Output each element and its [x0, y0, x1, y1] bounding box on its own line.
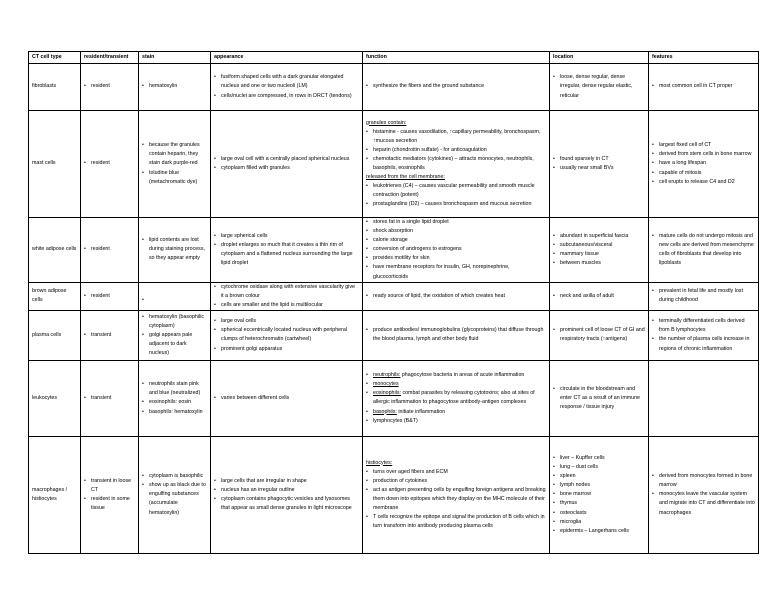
stain-list	[142, 82, 207, 91]
stain-list	[142, 472, 207, 517]
cell-appearance	[211, 111, 363, 218]
function-item: released from the cell membrane:	[366, 174, 445, 181]
cell-function	[363, 310, 550, 360]
appearance-item: • large oval cell with a centrally placed spherical nucleus	[214, 155, 359, 164]
features-item: • have a long lifespan	[652, 159, 755, 168]
cell-resident	[81, 310, 139, 360]
features-list	[652, 82, 755, 91]
function-list	[366, 459, 546, 532]
appearance-list	[214, 232, 359, 268]
header-appearance: appearance	[211, 52, 363, 64]
resident-list	[84, 292, 135, 301]
resident-list	[84, 159, 135, 168]
header-resident-transient: resident/transient	[81, 52, 139, 64]
header-stain: stain	[139, 52, 211, 64]
appearance-item: • spherical eccentrically located nucleus with peripheral clumps of heterochromatin (cartwheel)	[214, 326, 359, 344]
function-list	[366, 82, 546, 91]
cell-location	[550, 282, 649, 310]
header-features: features	[649, 52, 759, 64]
cell-function	[363, 218, 550, 283]
location-item: • circulate in the bloodstream and enter CT as a result of an immune response / tissue injury	[553, 385, 645, 412]
features-item: • monocytes leave the vascular system and migrate into CT and differentiate into macrophages	[652, 490, 755, 517]
cell-ct-cell-type: fibroblasts	[29, 64, 81, 111]
stain-item: • basophils: hematoxylin	[142, 408, 207, 417]
function-list	[366, 218, 546, 282]
table-row	[29, 436, 759, 553]
location-list	[553, 385, 645, 412]
function-item: • synthesize the fibers and the ground substance	[366, 82, 546, 91]
appearance-item: • fusiform shaped cells with a dark granular elongated nucleus and one or two nucleoli (LM)	[214, 73, 359, 91]
appearance-list	[214, 394, 359, 403]
resident-list	[84, 394, 135, 403]
cell-function	[363, 64, 550, 111]
appearance-list	[214, 317, 359, 353]
cell-features	[649, 360, 759, 436]
appearance-item: • cytoplasm filled with granules	[214, 164, 359, 173]
function-item: • T cells recognize the epitope and signal the production of B cells which in turn transform into antibody producing plasma cells	[366, 513, 546, 531]
cell-appearance	[211, 360, 363, 436]
cell-stain	[139, 282, 211, 310]
location-item: • microglia	[553, 518, 645, 527]
function-list	[366, 371, 546, 426]
cell-stain	[139, 218, 211, 283]
function-item: • production of cytokines	[366, 477, 546, 486]
function-item: • conversion of androgens to estrogens	[366, 245, 546, 254]
stain-item: • because the granules contain heparin, they stain dark purple-red	[142, 141, 207, 168]
cell-stain	[139, 360, 211, 436]
cell-location	[550, 436, 649, 553]
location-list	[553, 292, 645, 301]
function-item: histiocytes:	[366, 459, 393, 466]
function-item: • provides motility for skin	[366, 254, 546, 263]
location-item: • neck and axilla of adult	[553, 292, 645, 301]
function-item: • basophils: initiate inflammation	[366, 408, 546, 417]
stain-item: • golgi appears pale adjacent to dark nucleus)	[142, 331, 207, 358]
features-list	[652, 287, 755, 305]
cell-appearance	[211, 282, 363, 310]
cell-location	[550, 360, 649, 436]
cell-ct-cell-type: brown adipose cells	[29, 282, 81, 310]
features-item: • prevalent in fetal life and mostly lost during childhood	[652, 287, 755, 305]
function-list	[366, 292, 546, 301]
cell-appearance	[211, 310, 363, 360]
cell-features	[649, 282, 759, 310]
features-item: • most common cell in CT proper	[652, 82, 755, 91]
header-ct-cell-type: CT cell type	[29, 52, 81, 64]
cell-location	[550, 111, 649, 218]
features-item: • terminally differentiated cells derived from B lymphocytes	[652, 317, 755, 335]
function-item: • neutrophils: phagocytose bacteria in areas of acute inflammation	[366, 371, 546, 380]
cell-function	[363, 282, 550, 310]
location-item: • thymus	[553, 499, 645, 508]
cell-resident	[81, 218, 139, 283]
cell-ct-cell-type: mast cells	[29, 111, 81, 218]
stain-item: • hematoxylin	[142, 82, 207, 91]
ct-cell-table-container	[28, 51, 758, 554]
resident-list	[84, 477, 135, 513]
appearance-item: • large spherical cells	[214, 232, 359, 241]
cell-features	[649, 64, 759, 111]
header-function: function	[363, 52, 550, 64]
stain-item: • neutrophils stain pink and blue (neutralized)	[142, 380, 207, 398]
function-item: • chemotactic mediators (cytokines) – attracts monocytes, neutrophils, basophils, eosinophils	[366, 155, 546, 173]
function-item: • calorie storage	[366, 236, 546, 245]
location-item: • abundant in superficial fascia	[553, 232, 645, 241]
ct-cell-table	[28, 51, 759, 554]
features-list	[652, 141, 755, 186]
cell-features	[649, 218, 759, 283]
function-item: • heparin (chondroitin sulfate) - for anticoagulation	[366, 146, 546, 155]
table-row	[29, 282, 759, 310]
table-row	[29, 310, 759, 360]
function-item: • shock absorption	[366, 227, 546, 236]
features-list	[652, 317, 755, 353]
cell-features	[649, 310, 759, 360]
resident-item: • resident	[84, 159, 135, 168]
cell-location	[550, 64, 649, 111]
stain-item: • show up as black due to engulfing substances (accumulate hematoxylin)	[142, 481, 207, 517]
table-row	[29, 64, 759, 111]
cell-features	[649, 111, 759, 218]
location-item: • spleen	[553, 472, 645, 481]
appearance-item: • prominent golgi apparatus	[214, 345, 359, 354]
cell-ct-cell-type: white adipose cells	[29, 218, 81, 283]
stain-item: • toludine blue (metachromatic dye)	[142, 169, 207, 187]
location-item: • bone marrow	[553, 490, 645, 499]
appearance-item: • cells/nuclei are compressed, in rows in DRCT (tendons)	[214, 92, 359, 101]
resident-item: • transient in loose CT	[84, 477, 135, 495]
location-item: • osteoclasts	[553, 509, 645, 518]
stain-item: • eosinophils: eosin	[142, 398, 207, 407]
cell-appearance	[211, 64, 363, 111]
appearance-item: • large oval cells	[214, 317, 359, 326]
cell-stain	[139, 436, 211, 553]
features-item: • largest fixed cell of CT	[652, 141, 755, 150]
resident-list	[84, 245, 135, 254]
features-list	[652, 472, 755, 517]
appearance-list	[214, 155, 359, 173]
location-item: • lung – dust cells	[553, 463, 645, 472]
resident-item: • transient	[84, 331, 135, 340]
location-item: • usually near small BVs	[553, 164, 645, 173]
cell-resident	[81, 360, 139, 436]
cell-function	[363, 436, 550, 553]
location-list	[553, 326, 645, 344]
cell-stain	[139, 310, 211, 360]
features-list	[652, 232, 755, 268]
location-item: • between muscles	[553, 259, 645, 268]
function-item: • produce antibodies/ immunoglobulins (glycoproteins) that diffuse through the blood plasma, lymph and other body fluid	[366, 326, 546, 344]
features-item: • mature cells do not undergo mitosis and new cells are derived from mesenchyme cells of fibroblasts that develop into lipoblasts	[652, 232, 755, 268]
stain-list	[142, 380, 207, 416]
appearance-item: • varies between different cells	[214, 394, 359, 403]
header-location: location	[550, 52, 649, 64]
function-item: • stores fat in a single lipid droplet	[366, 218, 546, 227]
location-item: • lymph nodes	[553, 481, 645, 490]
features-item: • derived from monocytes formed in bone marrow	[652, 472, 755, 490]
function-item: • eosinophils: combat parasites by releasing cytotoxins; also at sites of allergic inflammation to phagocytose antibody-antigen complexes	[366, 389, 546, 407]
location-item: • subcutaneous/visceral	[553, 241, 645, 250]
features-item: • the number of plasma cells increase in regions of chronic inflammation	[652, 335, 755, 353]
stain-list	[142, 141, 207, 186]
location-item: • liver – Kupffer cells	[553, 454, 645, 463]
location-list	[553, 232, 645, 268]
function-list	[366, 119, 546, 210]
appearance-list	[214, 73, 359, 100]
function-item: • lymphocytes (B&T)	[366, 417, 546, 426]
location-list	[553, 73, 645, 100]
location-list	[553, 454, 645, 536]
stain-item: • lipid contents are lost during staining process, so they appear empty	[142, 236, 207, 263]
cell-location	[550, 310, 649, 360]
function-item: • monocytes	[366, 380, 546, 389]
function-item: • have membrane receptors for insulin, GH, norepinephrine, glucocorticoids	[366, 263, 546, 281]
features-item: • derived from stem cells in bone marrow	[652, 150, 755, 159]
features-item: • capable of mitosis	[652, 169, 755, 178]
resident-item: • resident in some tissue	[84, 495, 135, 513]
cell-location	[550, 218, 649, 283]
resident-item: • resident	[84, 82, 135, 91]
resident-list	[84, 331, 135, 340]
location-item: • mammary tissue	[553, 250, 645, 259]
cell-function	[363, 360, 550, 436]
appearance-item: • nucleus has an irregular outline	[214, 486, 359, 495]
cell-resident	[81, 282, 139, 310]
location-list	[553, 155, 645, 173]
function-item: • turns over aged fibers and ECM	[366, 468, 546, 477]
function-item: • act as antigen presenting cells by engulfing foreign antigens and breaking them down into epitopes which they display on the MHC molecule of their membrane	[366, 486, 546, 513]
table-row	[29, 218, 759, 283]
cell-stain	[139, 64, 211, 111]
cell-stain	[139, 111, 211, 218]
cell-ct-cell-type: macrophages / histiocytes	[29, 436, 81, 553]
resident-list	[84, 82, 135, 91]
table-body	[29, 64, 759, 554]
function-item: • leukotrienes (C4) – causes vascular permeability and smooth muscle contraction (potent)	[366, 182, 546, 200]
resident-item: • transient	[84, 394, 135, 403]
location-item: • loose, dense regular, dense irregular, dense regular elastic, reticular	[553, 73, 645, 100]
cell-resident	[81, 111, 139, 218]
cell-appearance	[211, 436, 363, 553]
function-item: granules contain:	[366, 119, 407, 126]
cell-ct-cell-type: plasma cells	[29, 310, 81, 360]
appearance-item: • cells are smaller and the lipid is multilocular	[214, 301, 359, 310]
function-item: • prostaglandins (D2) – causes bronchospasm and mucous secretion	[366, 200, 546, 209]
stain-item: • cytoplasm is basophilic	[142, 472, 207, 481]
table-row	[29, 360, 759, 436]
resident-item: • resident	[84, 292, 135, 301]
stain-item: • hematoxylin (basophilic cytoplasm)	[142, 313, 207, 331]
appearance-list	[214, 283, 359, 310]
location-item: • found sparsely in CT	[553, 155, 645, 164]
cell-function	[363, 111, 550, 218]
appearance-item: • droplet enlarges so much that it creates a thin rim of cytoplasm and a flattened nucleus surrounding the large lipid droplet	[214, 241, 359, 268]
appearance-item: • cytoplasm contains phagocytic vesicles and lysosomes that appear as small dense granules in light microscope	[214, 495, 359, 513]
appearance-list	[214, 477, 359, 513]
function-item: • ready source of lipid, the oxidation of which creates heat	[366, 292, 546, 301]
function-item: • histamine - causes vasodilation, ↑capillary permeability, bronchospasm, ↑mucous secretion	[366, 128, 546, 146]
cell-ct-cell-type: leukocytes	[29, 360, 81, 436]
features-item: • cell erupts to release C4 and D2	[652, 178, 755, 187]
appearance-item: • large cells that are irregular in shape	[214, 477, 359, 486]
resident-item: • resident	[84, 245, 135, 254]
function-list	[366, 326, 546, 344]
stain-list	[142, 236, 207, 263]
stain-list	[142, 313, 207, 358]
appearance-item: • cytochrome oxidase along with extensive vascularity give it a brown colour	[214, 283, 359, 301]
table-row	[29, 111, 759, 218]
cell-appearance	[211, 218, 363, 283]
cell-resident	[81, 436, 139, 553]
header-row	[29, 52, 759, 64]
location-item: • prominent cell of loose CT of GI and respiratory tracts (↑antigens)	[553, 326, 645, 344]
cell-resident	[81, 64, 139, 111]
cell-features	[649, 436, 759, 553]
location-item: • epidermis – Langerhans cells	[553, 527, 645, 536]
